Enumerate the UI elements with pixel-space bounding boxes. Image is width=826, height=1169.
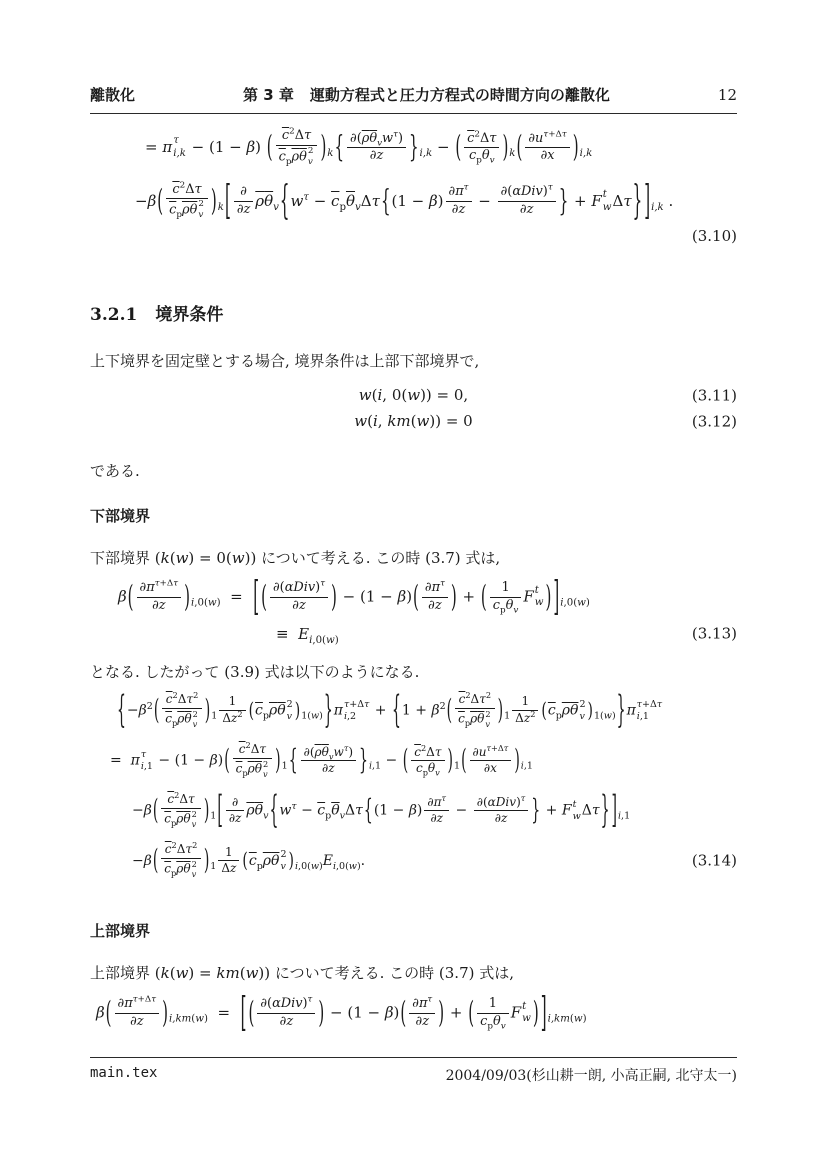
section-heading-3-2-1 [90,300,223,325]
equation-3-14 [90,688,737,880]
paragraph-boundary-intro: 上下境界を固定壁とする場合, 境界条件は上部下部境界で, [90,352,480,370]
equation-upper-boundary [90,987,737,1037]
equation-3-14-line-4 [132,842,737,879]
header-running-title: 離散化 [90,86,136,104]
equation-3-14-line-1: {$-\beta^2$( $\overline{c}^2\Delta\tau^2$ $\overline{c}_p\overline{\rho}\overline{\theta}$ 2 v )$_1$ $\frac{1}{\Delta z^2}$ ($\overline{c}_p\overline{\rho}\overline{\theta}$ 2 v )$_{1(w)}\}\pi$ τ+Δτ i,2 + {$1 + \beta^2$( $\overline{c}^2\Delta\tau^2$ $\overline{c}_p\overline{\rho}\overline{\theta}$ 2 v )$_1$ $\frac{1}{\Delta z^2}$ ($\overline{c}_p\overline{\rho}\overline{\theta}$ 2 v )$_{1(w)}\}\pi$ τ+Δτ i,1 [117,688,663,733]
equation-3-11-number: (3.11) [691,386,737,404]
equation-3-10-line-1: = π τ i,k − (1 − β) ( $\overline{c}^2\Delta\tau$ $\overline{c}_p\overline{\rho}\overline{\theta}$ 2 v )$_k${ $\partial(\overline{\rho}\overline{\theta}_vw^\tau)$ ∂z }$_{i,k}$ − ( $\overline{c}^2\Delta\tau$ $\overline{c}_p\overline{\theta}_v$ )$_k$( $\frac{\partial u^{\tau+\Delta\tau}}{\partial x}$ )$_{i,k}$ [145,126,593,167]
header-chapter-number: 第 3 章 [243,86,294,104]
footer-filename: main.tex [90,1065,158,1081]
equation-3-13 [90,571,737,646]
equation-3-14-number: (3.14) [691,851,737,870]
equation-3-11 [90,388,737,403]
page-footer [90,1057,737,1085]
subheading-upper-boundary: 上部境界 [90,922,151,940]
paragraph-upper-boundary: 上部境界 (k(w) = km(w)) について考える. この時 (3.7) 式は, [90,964,514,982]
paragraph-lower-boundary: 下部境界 (k(w) = 0(w)) について考える. この時 (3.7) 式は, [90,549,501,567]
section-number: 3.2.1 [90,305,138,325]
equation-3-10 [90,128,737,245]
equation-upper-boundary-body: β( $\frac{\partial\pi^{\tau+\Delta\tau}}{\partial z}$ )$_{i,km(w)}$ = [ ( $\partial(\alpha Div)^\tau$ ∂z ) − (1 − β)( $\frac{\partial\pi^\tau}{\partial z}$ ) + ( 1 $\overline{c}_p\overline{\theta}_v$ F t w ) ]$_{i,km(w)}$ [96,987,587,1037]
equation-3-13-line-2 [276,624,737,646]
header-page-number: 12 [717,86,737,104]
equation-3-12-number: (3.12) [691,412,737,430]
equation-3-12 [90,414,737,429]
header-chapter-title [135,84,718,105]
equation-3-14-line-4-body: −β( $\overline{c}^2\Delta\tau^2$ $\overline{c}_p\overline{\rho}\overline{\theta}$ 2 v )$_1$ $\frac{1}{\Delta z}$ ($\overline{c}_p\overline{\rho}\overline{\theta}$ 2 v )$_{i,0(w)}E_{i,0(w)}$. [132,840,366,880]
equation-3-13-number: (3.13) [691,624,737,643]
equation-3-14-line-2: = π τ i,1 − (1 − β)( $\overline{c}^2\Delta\tau$ $\overline{c}_p\overline{\rho}\overline{\theta}$ 2 v )$_1${ $\partial(\overline{\rho}\overline{\theta}_vw^\tau)$ ∂z }$_{i,1}$ − ( $\overline{c}^2\Delta\tau$ $\overline{c}_p\overline{\theta}_v$ )$_1$( $\frac{\partial u^{\tau+\Delta\tau}}{\partial x}$ )$_{i,1}$ [110,740,533,780]
equation-3-11-body: w(i, 0(w)) = 0, [358,386,469,404]
section-title: 境界条件 [155,305,224,325]
paragraph-tonaru: となる. したがって (3.9) 式は以下のようになる. [90,663,420,681]
equation-3-12-body: w(i, km(w)) = 0 [354,412,473,430]
equation-3-13-line-2-body: ≡ $E_{i,0(w)}$ [276,624,339,646]
footer-date-authors: 2004/09/03(杉山耕一朗, 小高正嗣, 北守太一) [445,1068,737,1084]
equation-3-13-line-1: β( $\frac{\partial\pi^{\tau+\Delta\tau}}{\partial z}$ )$_{i,0(w)}$ = [ ( $\partial(\alpha Div)^\tau$ ∂z ) − (1 − β)( $\frac{\partial\pi^\tau}{\partial z}$ ) + ( 1 $\overline{c}_p\overline{\theta}_v$ F t w ) ]$_{i,0(w)}$ [118,571,590,621]
equation-3-10-line-2: −β( $\overline{c}^2\Delta\tau$ $\overline{c}_p\overline{\rho}\overline{\theta}$ 2 v )$_k$[ ∂ ∂z $\overline{\rho}\overline{\theta}_v\{w^\tau - \overline{c}_p\overline{\theta}_v\Delta\tau\{(1 - \beta)$ $\frac{\partial\pi^\tau}{\partial z}$ − $\partial(\alpha Div)^\tau$ ∂z } + F t w Δτ} ]$_{i,k}$ . [135,175,674,225]
equation-group-3-11-3-12 [90,388,737,440]
header-chapter-name: 運動方程式と圧力方程式の時間方向の離散化 [309,86,610,104]
paragraph-dearu: である. [90,462,140,480]
equation-3-10-number: (3.10) [691,227,737,246]
equation-3-14-line-3: −β( $\overline{c}^2\Delta\tau$ $\overline{c}_p\overline{\rho}\overline{\theta}$ 2 v )$_1$[ ∂ ∂z $\overline{\rho}\overline{\theta}_v\{w^\tau - \overline{c}_p\overline{\theta}_v\Delta\tau\{(1 - \beta)$ $\frac{\partial\pi^\tau}{\partial z}$ − $\partial(\alpha Div)^\tau$ ∂z } + F t w Δτ} ]$_{i,1}$ [132,789,631,833]
page-header [90,84,737,114]
subheading-lower-boundary: 下部境界 [90,507,151,525]
